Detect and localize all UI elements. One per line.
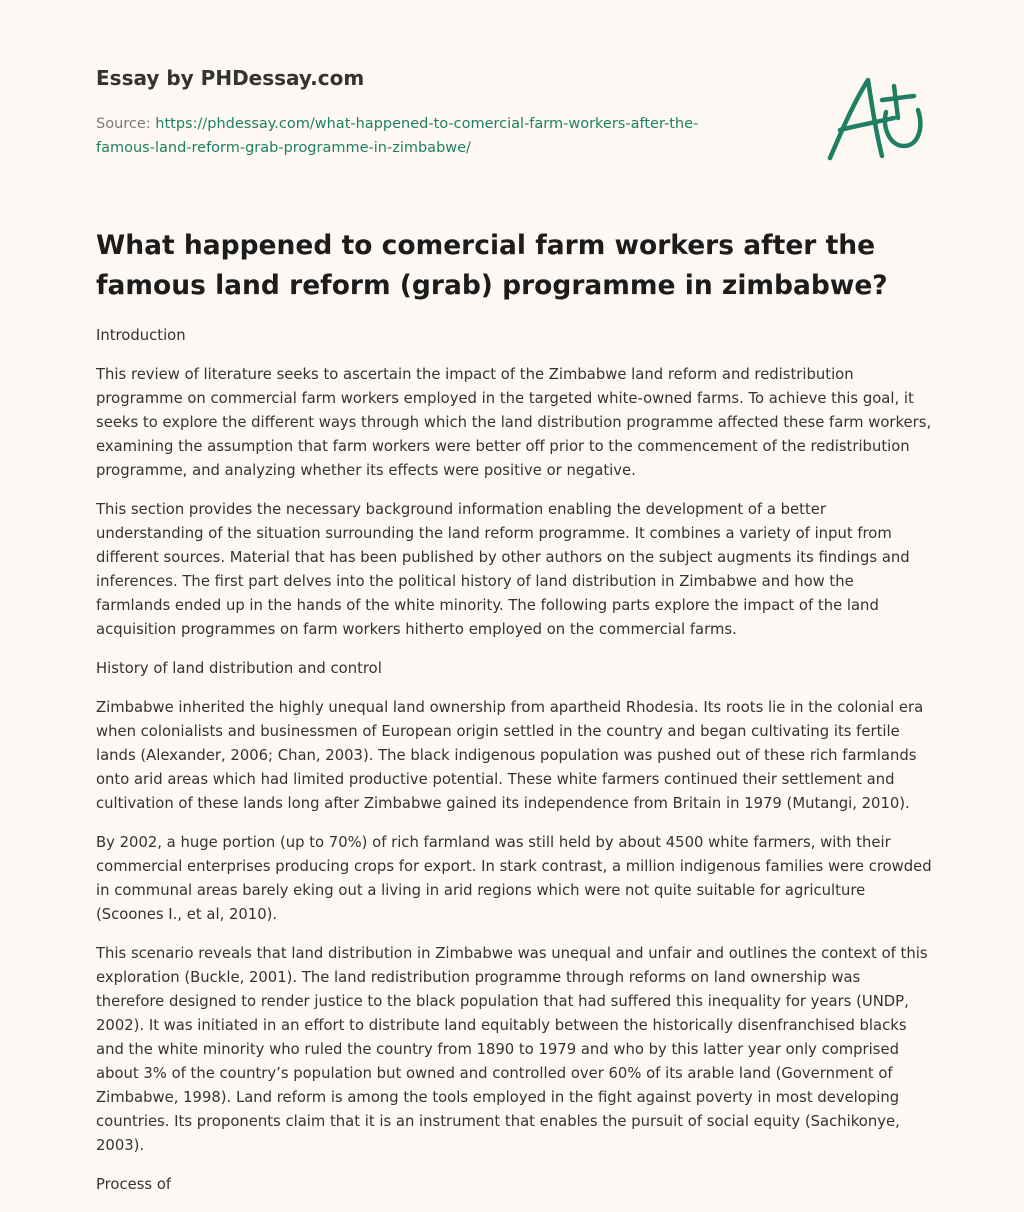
section-heading: Process of [96, 1176, 172, 1193]
section-heading: History of land distribution and control [96, 660, 382, 677]
source-line [96, 112, 756, 160]
a-plus-grade-icon [820, 66, 932, 166]
paragraph: This scenario reveals that land distribution in Zimbabwe was unequal and unfair and outlines the context of this exploration (Buckle, 2001). The land redistribution programme through reforms on land ownership was therefore designed to render justice to the black population that had suffered this inequality for years (UNDP, 2002). It was initiated in an effort to distribute land equitably between the historically disenfranchised blacks and the white minority who ruled the country from 1890 to 1979 and who by this latter year only comprised about 3% of the country’s population but owned and controlled over 60% of its arable land (Government of Zimbabwe, 1998). Land reform is among the tools employed in the fight against poverty in most developing countries. Its proponents claim that it is an instrument that enables the pursuit of social equity (Sachikonye, 2003). [96, 945, 928, 1154]
section-heading: Introduction [96, 327, 186, 344]
source-label: Source: [96, 116, 156, 132]
essay-body [96, 324, 932, 1212]
site-title: Essay by PHDessay.com [96, 66, 365, 90]
essay-title: What happened to comercial farm workers after the famous land reform (grab) programme in zimbabwe? [96, 230, 888, 301]
paragraph: By 2002, a huge portion (up to 70%) of rich farmland was still held by about 4500 white farmers, with their commercial enterprises producing crops for export. In stark contrast, a million indigenous families were crowded in communal areas barely eking out a living in arid regions which were not quite suitable for agriculture (Scoones I., et al, 2010). [96, 834, 932, 923]
source-link[interactable]: https://phdessay.com/what-happened-to-comercial-farm-workers-after-the-famous-land-reform-grab-programme-in-zimbabwe/ [96, 116, 699, 156]
paragraph: Zimbabwe inherited the highly unequal land ownership from apartheid Rhodesia. Its roots lie in the colonial era when colonialists and businessmen of European origin settled in the country and began cultivating its fertile lands (Alexander, 2006; Chan, 2003). The black indigenous population was pushed out of these rich farmlands onto arid areas which had limited productive potential. These white farmers continued their settlement and cultivation of these lands long after Zimbabwe gained its independence from Britain in 1979 (Mutangi, 2010). [96, 699, 924, 812]
paragraph: This review of literature seeks to ascertain the impact of the Zimbabwe land reform and redistribution programme on commercial farm workers employed in the targeted white-owned farms. To achieve this goal, it seeks to explore the different ways through which the land distribution programme affected these farm workers, examining the assumption that farm workers were better off prior to the commencement of the redistribution programme, and analyzing whether its effects were positive or negative. [96, 366, 932, 479]
paragraph: This section provides the necessary background information enabling the development of a better understanding of the situation surrounding the land reform programme. It combines a variety of input from different sources. Material that has been published by other authors on the subject augments its findings and inferences. The first part delves into the political history of land distribution in Zimbabwe and how the farmlands ended up in the hands of the white minority. The following parts explore the impact of the land acquisition programmes on farm workers hitherto employed on the commercial farms. [96, 501, 910, 638]
